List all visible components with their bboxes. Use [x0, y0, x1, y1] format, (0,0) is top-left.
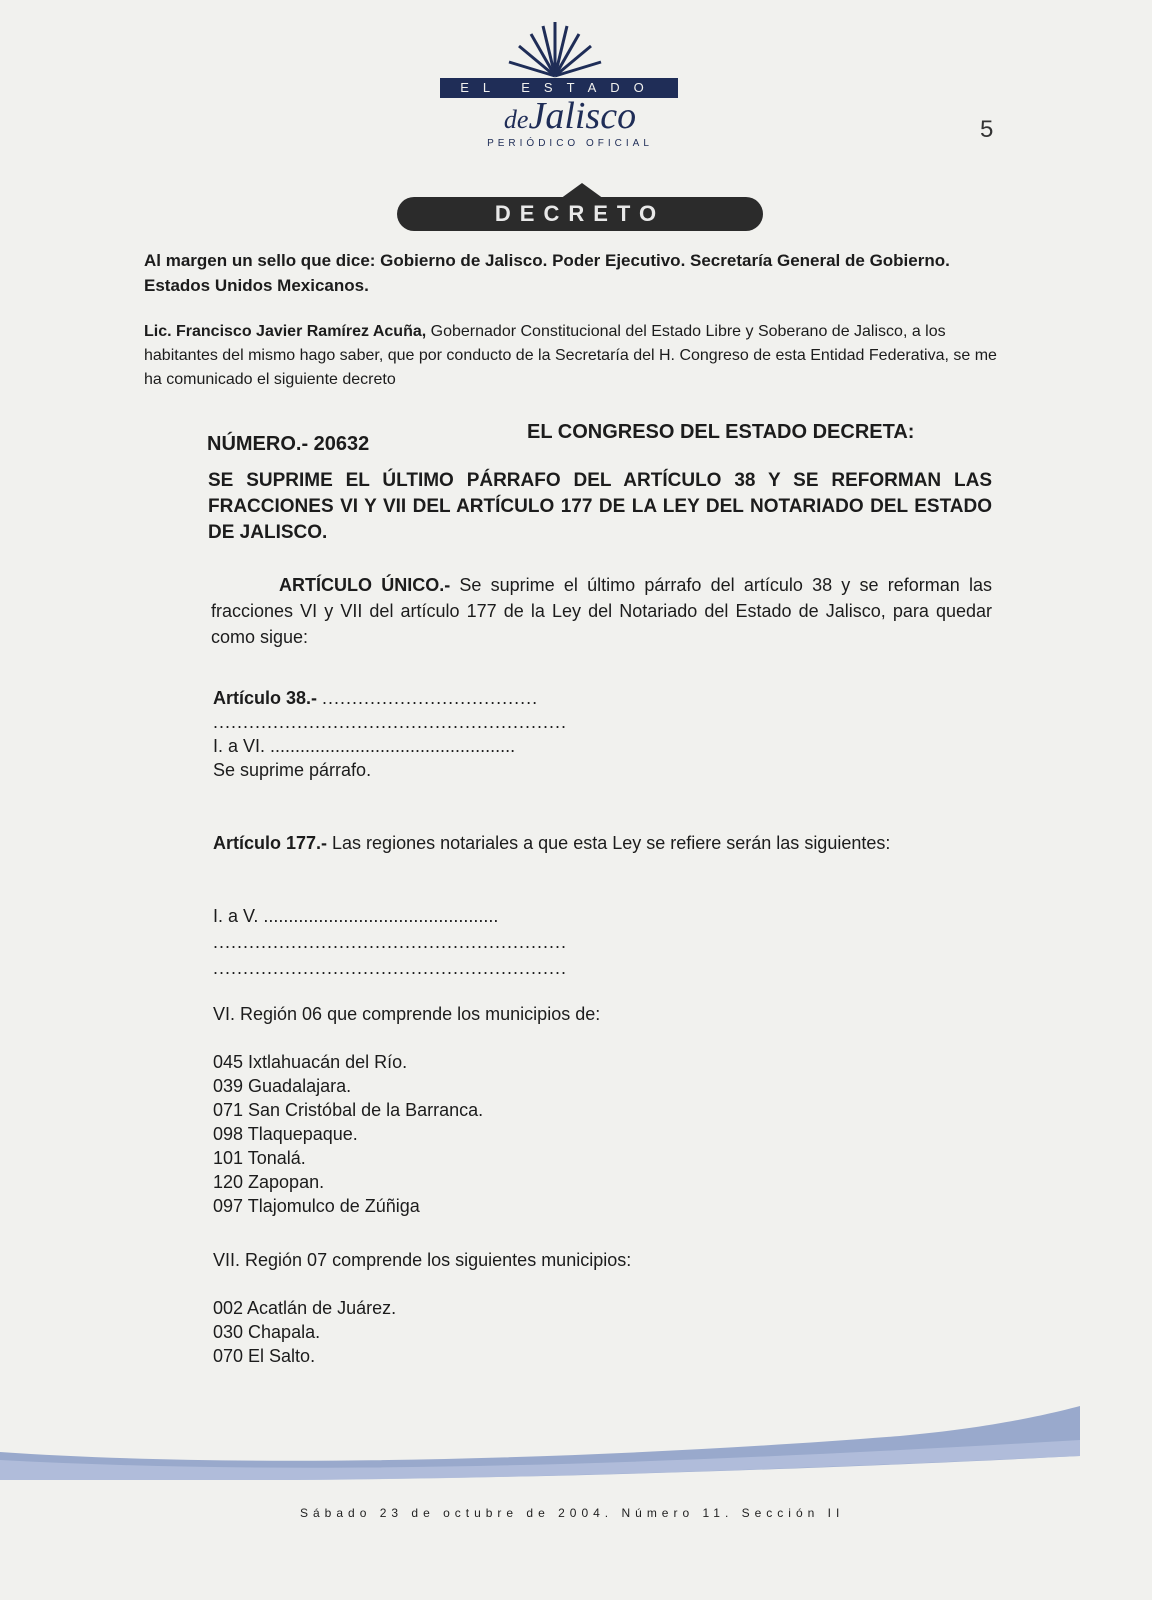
list-item: 039 Guadalajara. [213, 1076, 352, 1096]
list-item: 002 Acatlán de Juárez. [213, 1298, 397, 1318]
governor-paragraph [144, 320, 1014, 392]
article-38-line2: ........................................................... [213, 712, 568, 732]
decree-number: NÚMERO.- 20632 [207, 433, 370, 455]
governor-name: Lic. Francisco Javier Ramírez Acuña, [144, 323, 427, 340]
page-number: 5 [980, 116, 994, 143]
agave-sun-icon [495, 18, 615, 78]
masthead-subtitle: PERIÓDICO OFICIAL [487, 138, 653, 149]
article-38 [213, 686, 613, 782]
article-177-line1: I. a V. ............................................... [213, 906, 499, 926]
list-item: 101 Tonalá. [213, 1148, 306, 1168]
masthead-de: de [503, 105, 529, 134]
list-item: 098 Tlaquepaque. [213, 1124, 358, 1144]
article-177-omitted [213, 903, 613, 981]
decree-title: SE SUPRIME EL ÚLTIMO PÁRRAFO DEL ARTÍCULO 38 Y SE REFORMAN LAS FRACCIONES VI Y VII DEL ARTÍCULO 177 DE LA LEY DEL NOTARIADO DEL ESTADO DE JALISCO. [208, 470, 992, 543]
masthead-band: EL ESTADO [440, 78, 678, 98]
masthead-name: Jalisco [528, 95, 637, 137]
article-38-label: Artículo 38.- [213, 688, 318, 708]
decorative-wave [0, 1400, 1152, 1480]
list-item: 120 Zapopan. [213, 1172, 325, 1192]
masthead-logo [430, 18, 680, 149]
footer-date: Sábado 23 de octubre de 2004. Número 11. Sección II [300, 1506, 845, 1520]
region-06-list [213, 1050, 483, 1218]
article-177-label: Artículo 177.- [213, 833, 328, 853]
region-07-list [213, 1296, 396, 1368]
article-unico-label: ARTÍCULO ÚNICO.- [279, 575, 451, 595]
list-item: 045 Ixtlahuacán del Río. [213, 1052, 408, 1072]
congress-heading: EL CONGRESO DEL ESTADO DECRETA: [527, 421, 915, 443]
article-unico-text: Se suprime el último párrafo del artículo 38 y se reforman las fracciones VI y VII del artículo 177 de la Ley del Notariado del Estado de Jalisco, para quedar como sigue: [211, 575, 992, 647]
decreto-banner: DECRETO [397, 197, 763, 231]
article-38-line4: Se suprime párrafo. [213, 760, 372, 780]
article-38-dots: .................................... [322, 688, 539, 708]
list-item: 071 San Cristóbal de la Barranca. [213, 1100, 484, 1120]
list-item: 030 Chapala. [213, 1322, 321, 1342]
article-38-line3: I. a VI. ................................................. [213, 736, 516, 756]
article-177 [213, 830, 997, 856]
governor-text: Gobernador Constitucional del Estado Libre y Soberano de Jalisco, a los habitantes del mismo hago saber, que por conducto de la Secretaría del H. Congreso de esta Entidad Federativa, se me ha comunicado el siguiente decreto [144, 323, 997, 388]
article-177-text: Las regiones notariales a que esta Ley se refiere serán las siguientes: [327, 833, 891, 853]
list-item: 097 Tlajomulco de Zúñiga [213, 1196, 420, 1216]
region-06-heading: VI. Región 06 que comprende los municipios de: [213, 1004, 601, 1024]
region-07-heading: VII. Región 07 comprende los siguientes municipios: [213, 1250, 632, 1270]
list-item: 070 El Salto. [213, 1346, 316, 1366]
masthead-title [470, 94, 670, 138]
article-177-line2: ........................................................... [213, 932, 568, 952]
intro-paragraph: Al margen un sello que dice: Gobierno de Jalisco. Poder Ejecutivo. Secretaría General de Gobierno. Estados Unidos Mexicanos. [144, 251, 950, 295]
article-unico [211, 572, 992, 650]
article-177-line3: ........................................................... [213, 958, 568, 978]
